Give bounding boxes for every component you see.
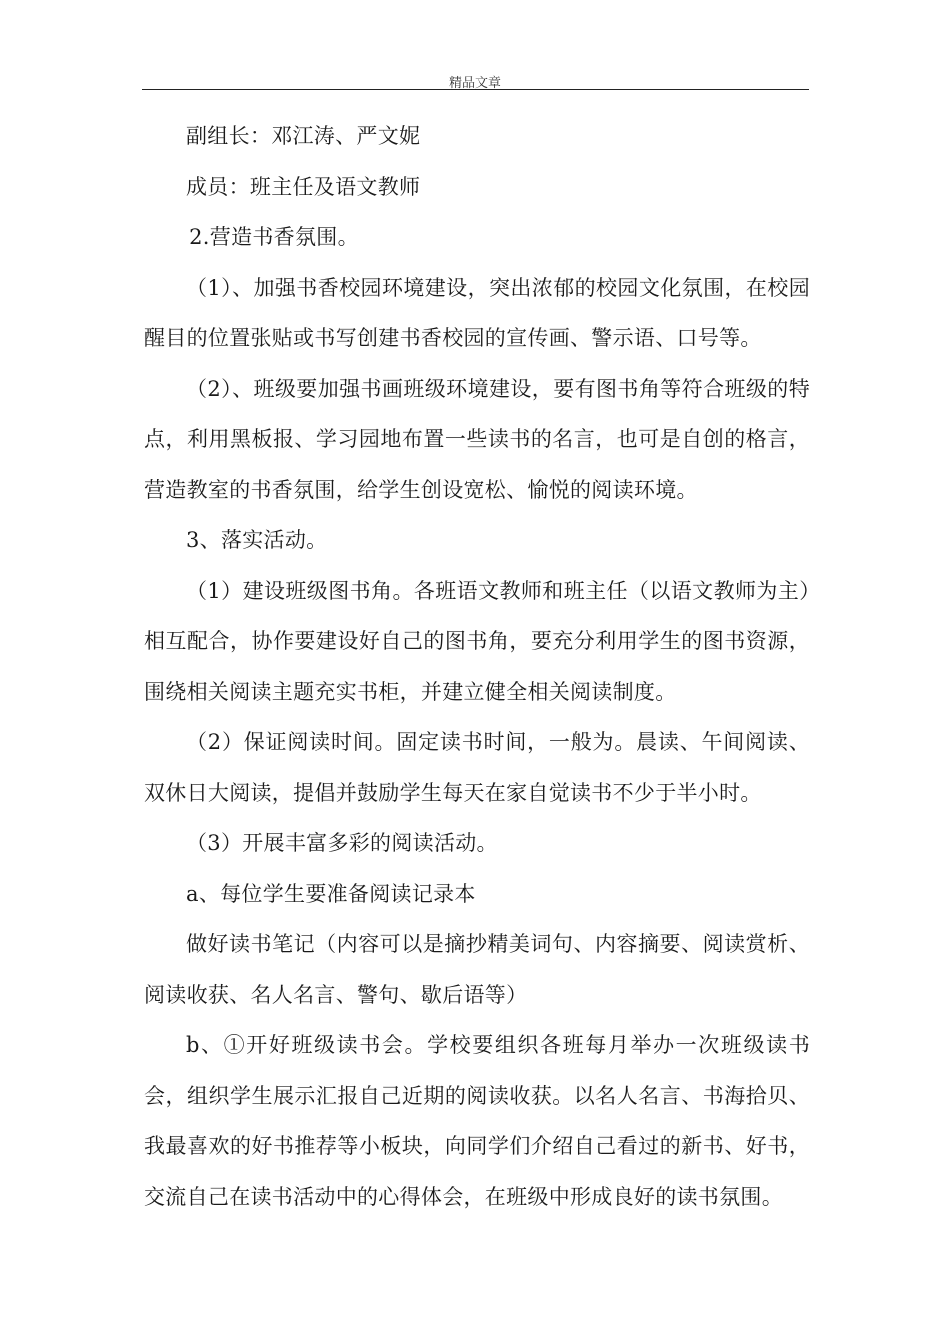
paragraph-section-2-heading: 2.营造书香氛围。: [189, 225, 359, 249]
document-body: [144, 111, 810, 1222]
paragraph-members: 成员：班主任及语文教师: [186, 174, 421, 199]
paragraph-item-a: a、每位学生要准备阅读记录本: [186, 881, 476, 906]
paragraph-reading-activities: （3）开展丰富多彩的阅读活动。: [186, 831, 498, 855]
paragraph-item-2-class: （2）、班级要加强书画班级环境建设，要有图书角等符合班级的特点，利用黑板报、学习园地布置一些读书的名言，也可是自创的格言，营造教室的书香氛围，给学生创设宽松、愉悦的阅读环境。: [144, 376, 810, 502]
paragraph-section-3-heading: 3、落实活动。: [186, 528, 328, 552]
paragraph-item-1-campus: （1）、加强书香校园环境建设，突出浓郁的校园文化氛围，在校园醒目的位置张贴或书写创建书香校园的宣传画、警示语、口号等。: [144, 275, 810, 350]
paragraph-deputy-leaders: 副组长：邓江涛、严文妮: [186, 124, 421, 148]
page-header-title: 精品文章: [448, 76, 501, 91]
paragraph-reading-notes: 做好读书笔记（内容可以是摘抄精美词句、内容摘要、阅读赏析、阅读收获、名人名言、警句、歇后语等）: [144, 932, 810, 1007]
paragraph-reading-time: （2）保证阅读时间。固定读书时间，一般为。晨读、午间阅读、双休日大阅读，提倡并鼓励学生每天在家自觉读书不少于半小时。: [144, 730, 810, 805]
paragraph-book-corner: （1）建设班级图书角。各班语文教师和班主任（以语文教师为主）相互配合，协作要建设好自己的图书角，要充分利用学生的图书资源，围绕相关阅读主题充实书柜，并建立健全相关阅读制度。: [144, 578, 810, 704]
header-divider: [142, 89, 809, 90]
paragraph-item-b-book-club: b、①开好班级读书会。学校要组织各班每月举办一次班级读书会，组织学生展示汇报自己近期的阅读收获。以名人名言、书海拾贝、我最喜欢的好书推荐等小板块，向同学们介绍自己看过的新书、好书，交流自己在读书活动中的心得体会，在班级中形成良好的读书氛围。: [144, 1033, 810, 1209]
